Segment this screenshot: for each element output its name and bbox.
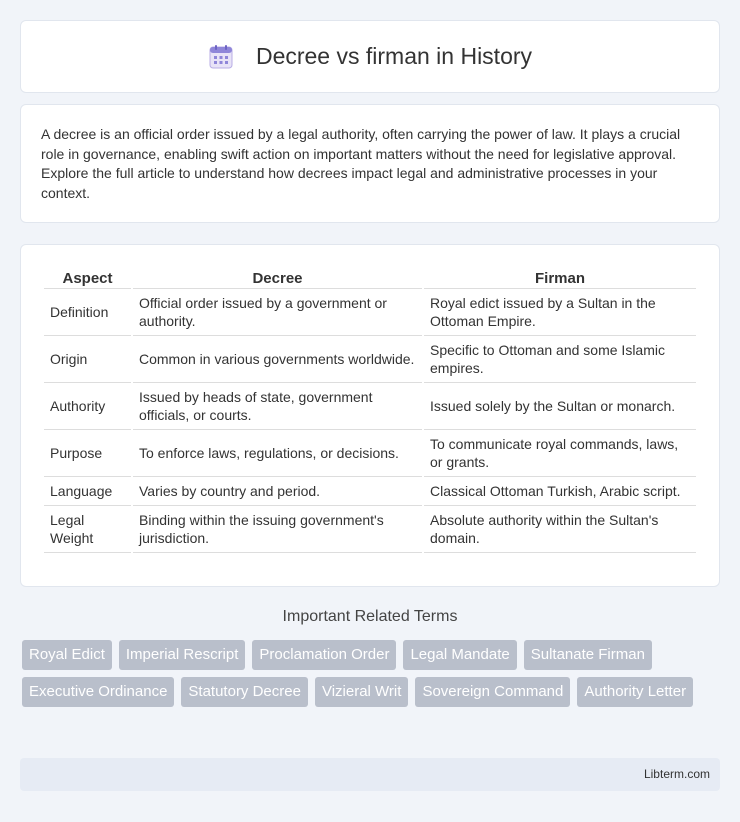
- tag-statutory-decree[interactable]: Statutory Decree: [181, 677, 308, 707]
- table-row: [44, 383, 696, 430]
- cell-firman: Royal edict issued by a Sultan in the Ottoman Empire.: [424, 289, 696, 336]
- cell-firman: To communicate royal commands, laws, or grants.: [424, 430, 696, 477]
- intro-card: [20, 104, 720, 223]
- tag-executive-ordinance[interactable]: Executive Ordinance: [22, 677, 174, 707]
- tag-legal-mandate[interactable]: Legal Mandate: [403, 640, 516, 670]
- cell-aspect: Origin: [44, 336, 131, 383]
- cell-decree: Issued by heads of state, government officials, or courts.: [133, 383, 422, 430]
- cell-firman: Issued solely by the Sultan or monarch.: [424, 383, 696, 430]
- cell-aspect: Legal Weight: [44, 506, 131, 553]
- tag-royal-edict[interactable]: Royal Edict: [22, 640, 112, 670]
- cell-firman: Absolute authority within the Sultan's domain.: [424, 506, 696, 553]
- table-row: [44, 506, 696, 553]
- comparison-table-card: [20, 244, 720, 587]
- table-header-row: [44, 265, 696, 289]
- related-terms-title: Important Related Terms: [282, 608, 458, 625]
- tag-imperial-rescript[interactable]: Imperial Rescript: [119, 640, 246, 670]
- table-row: [44, 289, 696, 336]
- tag-sovereign-command[interactable]: Sovereign Command: [415, 677, 570, 707]
- intro-text: A decree is an official order issued by a legal authority, often carrying the power of law. It plays a crucial role in governance, enabling swift action on important matters without the need for legislative approval. Explore the full article to understand how decrees impact legal and administrative processes in your context.: [41, 126, 681, 201]
- related-tags: [22, 640, 722, 707]
- header-aspect: Aspect: [44, 265, 131, 289]
- cell-aspect: Purpose: [44, 430, 131, 477]
- cell-firman: Specific to Ottoman and some Islamic empires.: [424, 336, 696, 383]
- cell-aspect: Authority: [44, 383, 131, 430]
- table-row: [44, 430, 696, 477]
- cell-decree: Varies by country and period.: [133, 477, 422, 506]
- cell-decree: Official order issued by a government or authority.: [133, 289, 422, 336]
- header-card: [20, 20, 720, 93]
- tag-authority-letter[interactable]: Authority Letter: [577, 677, 693, 707]
- calendar-icon: [208, 44, 234, 70]
- page-title: Decree vs firman in History: [255, 43, 533, 69]
- footer-site-link[interactable]: Libterm.com: [643, 767, 710, 781]
- cell-aspect: Language: [44, 477, 131, 506]
- tag-vizieral-writ[interactable]: Vizieral Writ: [315, 677, 408, 707]
- cell-decree: To enforce laws, regulations, or decisions.: [133, 430, 422, 477]
- tag-sultanate-firman[interactable]: Sultanate Firman: [524, 640, 652, 670]
- comparison-table: [42, 265, 698, 553]
- cell-decree: Binding within the issuing government's jurisdiction.: [133, 506, 422, 553]
- table-row: [44, 336, 696, 383]
- footer: [20, 758, 720, 791]
- cell-aspect: Definition: [44, 289, 131, 336]
- cell-decree: Common in various governments worldwide.: [133, 336, 422, 383]
- cell-firman: Classical Ottoman Turkish, Arabic script.: [424, 477, 696, 506]
- header-firman: Firman: [424, 265, 696, 289]
- header-decree: Decree: [133, 265, 422, 289]
- tag-proclamation-order[interactable]: Proclamation Order: [252, 640, 396, 670]
- table-row: [44, 477, 696, 506]
